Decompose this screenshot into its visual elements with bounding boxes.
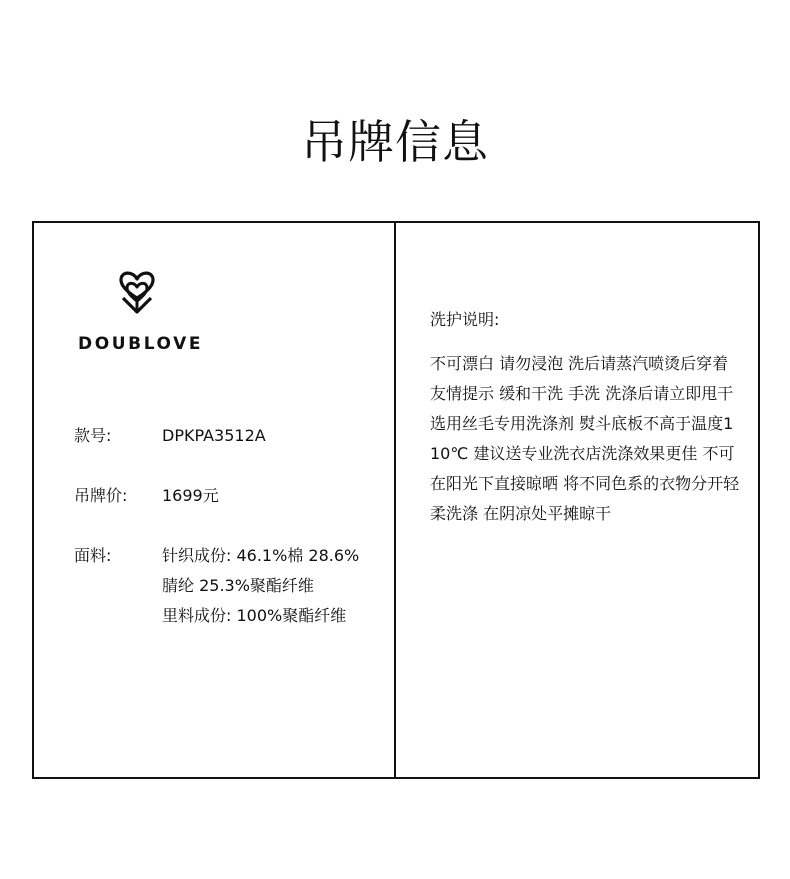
brand-name: DOUBLOVE — [78, 334, 204, 354]
tag-price-label: 吊牌价: — [74, 486, 128, 505]
double-heart-logo-icon — [118, 267, 156, 315]
tag-price-row — [74, 481, 390, 511]
fabric-composition — [162, 541, 390, 631]
fabric-line: 腈纶 25.3%聚酯纤维 — [162, 576, 314, 595]
tag-price-value: 1699元 — [162, 486, 219, 505]
care-instructions-text: 不可漂白 请勿浸泡 洗后请蒸汽喷烫后穿着 友情提示 缓和干洗 手洗 洗涤后请立即甩干 选用丝毛专用洗涤剂 熨斗底板不高于温度110℃ 建议送专业洗衣店洗涤效果更佳 不可在阳光下直接晾晒 将不同色系的衣物分开轻柔洗涤 在阴凉处平摊晾干 — [430, 354, 740, 523]
style-number-row — [74, 421, 390, 451]
care-title: 洗护说明: — [430, 310, 500, 329]
fabric-row — [74, 541, 390, 631]
care-instructions-panel — [396, 223, 758, 777]
style-number-label: 款号: — [74, 426, 112, 445]
page-title: 吊牌信息 — [301, 115, 489, 169]
fabric-line: 针织成份: 46.1%棉 28.6% — [162, 546, 360, 565]
hang-tag-frame — [32, 221, 760, 779]
style-number-value: DPKPA3512A — [162, 426, 266, 445]
tag-info-panel — [34, 223, 396, 777]
fabric-line: 里料成份: 100%聚酯纤维 — [162, 606, 347, 625]
fabric-label: 面料: — [74, 546, 112, 565]
